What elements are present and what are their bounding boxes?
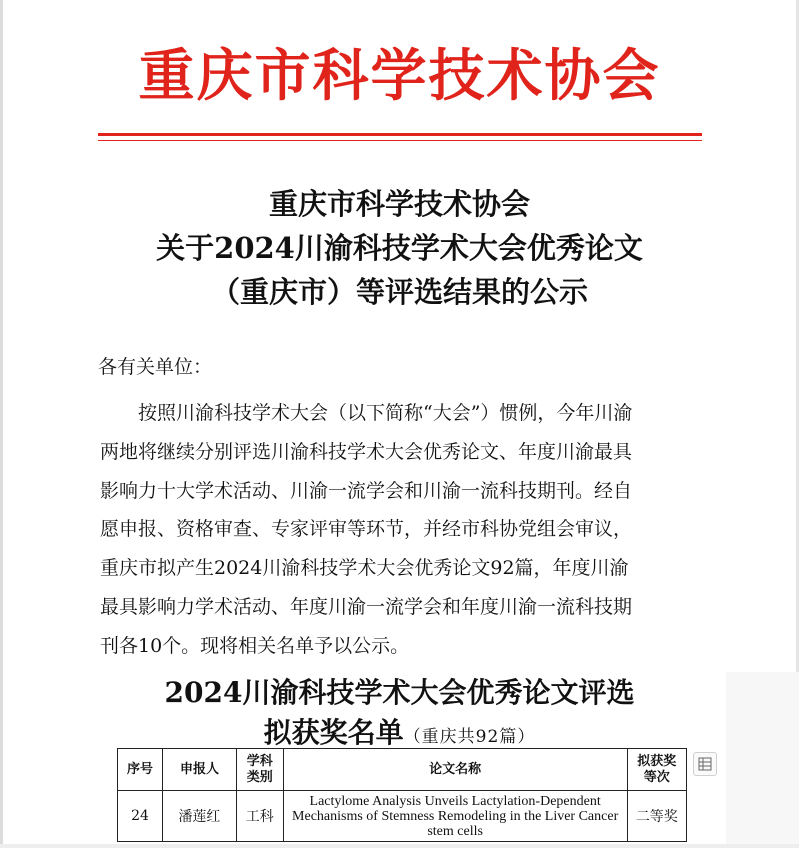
award-list-count-note: （重庆共92篇） (403, 727, 536, 747)
letterhead-rule-thick (98, 133, 702, 136)
cell-number: 24 (118, 791, 163, 842)
award-list-title: 2024川渝科技学术大会优秀论文评选 (164, 676, 635, 709)
viewer-side-strip (726, 672, 799, 848)
table-row (118, 791, 687, 842)
column-header-category-text: 学科 类别 (246, 753, 273, 785)
bottom-page-edge (0, 844, 799, 848)
notice-title (0, 182, 799, 314)
notice-title-line: 关于2024川渝科技学术大会优秀论文 (156, 231, 643, 265)
body-line: 影响力十大学术活动、川渝一流学会和川渝一流科技期刊。经自 (100, 479, 633, 502)
cell-award: 二等奖 (627, 791, 686, 842)
award-table-header-row (118, 749, 687, 791)
table-view-icon[interactable] (693, 752, 717, 776)
column-header-category (236, 749, 283, 791)
cell-category: 工科 (236, 791, 283, 842)
award-table (117, 748, 687, 842)
cell-reporter: 潘莲红 (163, 791, 237, 842)
body-line: 愿申报、资格审查、专家评审等环节，并经市科协党组会审议， (100, 518, 633, 541)
salutation: 各有关单位： (98, 356, 213, 378)
column-header-award (627, 749, 686, 791)
body-line: 重庆市拟产生2024川渝科技学术大会优秀论文92篇，年度川渝 (100, 557, 629, 580)
column-header-paper: 论文名称 (283, 749, 627, 791)
column-header-number: 序号 (118, 749, 163, 791)
letterhead-title: 重庆市科学技术协会 (138, 43, 661, 109)
notice-title-line: （重庆市）等评选结果的公示 (210, 275, 588, 309)
body-line: 最具影响力学术活动、年度川渝一流学会和年度川渝一流科技期 (100, 595, 633, 618)
body-line: 两地将继续分别评选川渝科技学术大会优秀论文、年度川渝最具 (100, 440, 633, 463)
column-header-award-text: 拟获奖 等次 (637, 753, 677, 785)
award-list-subtitle-main: 拟获奖名单 (263, 716, 404, 749)
notice-body (100, 394, 702, 666)
cell-paper-title: Lactylome Analysis Unveils Lactylation-Dependent Mechanisms of Stemness Remodeling in the Liver Cancer stem cells (283, 791, 627, 842)
letterhead-rule-thin (98, 140, 702, 141)
body-line: 按照川渝科技学术大会（以下简称“大会”）惯例，今年川渝 (138, 402, 633, 424)
body-line: 刊各10个。现将相关名单予以公示。 (100, 634, 410, 657)
notice-title-line: 重庆市科学技术协会 (268, 187, 530, 221)
column-header-reporter: 申报人 (163, 749, 237, 791)
table-grid-glyph (698, 757, 712, 771)
